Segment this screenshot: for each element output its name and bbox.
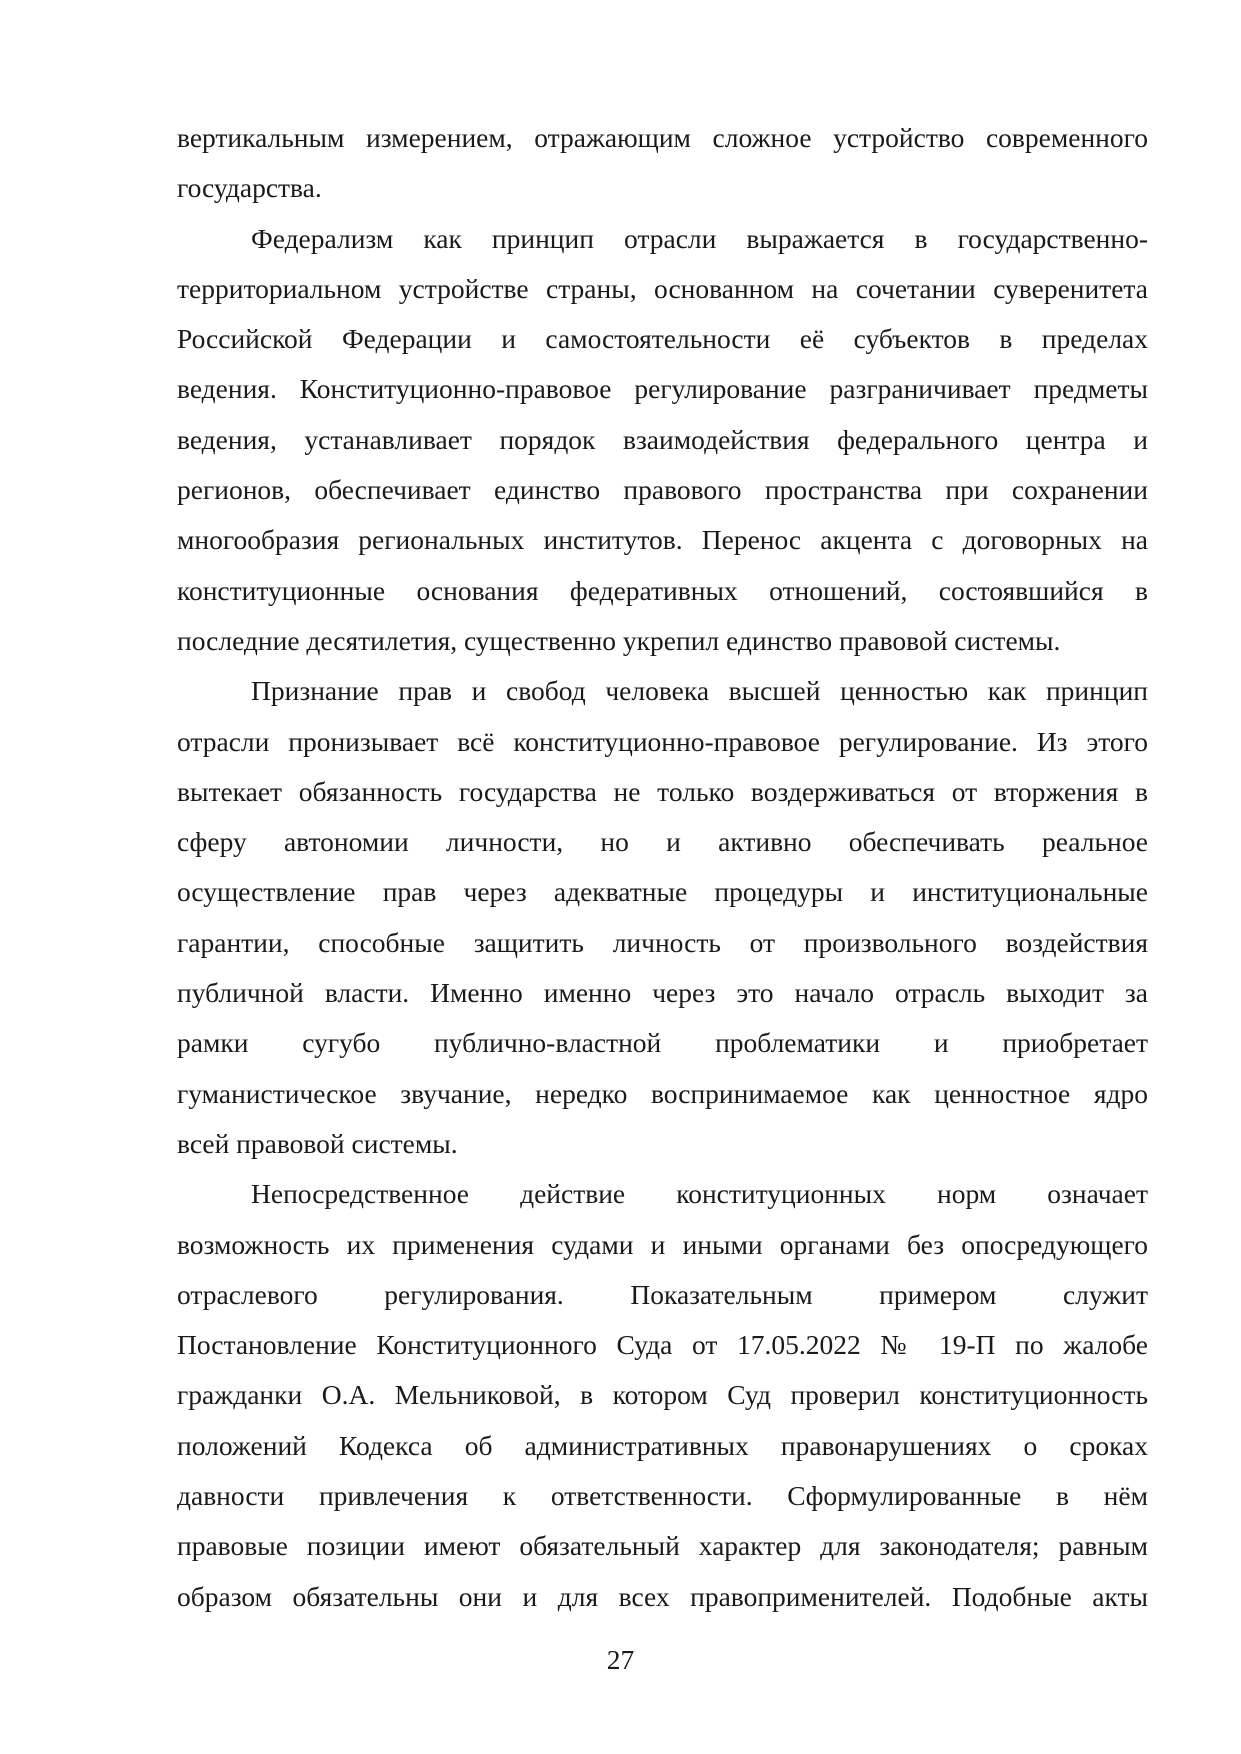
text-line: сферу автономии личности, но и активно обеспечивать реальное <box>177 826 1148 858</box>
text-line: вертикальным измерением, отражающим сложное устройство современного <box>177 122 1148 153</box>
body-text <box>177 113 1148 1622</box>
text-line: Федерализм как принцип отрасли выражается в государственно- <box>251 222 1148 254</box>
text-line: многообразия региональных институтов. Перенос акцента с договорных на <box>177 524 1148 556</box>
text-line: последние десятилетия, существенно укрепил единство правовой системы. <box>177 624 1061 656</box>
text-line: вытекает обязанность государства не только воздерживаться от вторжения в <box>177 775 1148 807</box>
text-line: Признание прав и свобод человека высшей ценностью как принцип <box>251 675 1148 707</box>
text-line: Постановление Конституционного Суда от 17.05.2022 № 19-П по жалобе <box>177 1329 1148 1361</box>
text-line: государства. <box>177 172 322 204</box>
text-line: правовые позиции имеют обязательный характер для законодателя; равным <box>177 1530 1148 1562</box>
text-line: образом обязательны они и для всех правоприменителей. Подобные акты <box>177 1580 1148 1612</box>
text-line: Непосредственное действие конституционных норм означает <box>251 1178 1148 1210</box>
text-line: регионов, обеспечивает единство правового пространства при сохранении <box>177 474 1148 506</box>
text-line: отрасли пронизывает всё конституционно-правовое регулирование. Из этого <box>177 725 1148 757</box>
text-line: отраслевого регулирования. Показательным примером служит <box>177 1278 1148 1310</box>
page-number: 27 <box>606 1644 635 1675</box>
text-line: ведения, устанавливает порядок взаимодействия федерального центра и <box>177 423 1148 455</box>
text-line: давности привлечения к ответственности. Сформулированные в нём <box>177 1480 1148 1512</box>
text-line: конституционные основания федеративных отношений, состоявшийся в <box>177 574 1148 606</box>
text-line: Российской Федерации и самостоятельности её субъектов в пределах <box>177 323 1148 355</box>
text-line: территориальном устройстве страны, основанном на сочетании суверенитета <box>177 272 1148 304</box>
text-line: публичной власти. Именно именно через это начало отрасль выходит за <box>177 977 1148 1009</box>
text-line: положений Кодекса об административных правонарушениях о сроках <box>177 1429 1148 1461</box>
text-line: возможность их применения судами и иными органами без опосредующего <box>177 1228 1148 1260</box>
text-line: гражданки О.А. Мельниковой, в котором Суд проверил конституционность <box>177 1379 1148 1411</box>
text-line: всей правовой системы. <box>177 1127 458 1159</box>
text-line: рамки сугубо публично-властной проблематики и приобретает <box>177 1027 1148 1059</box>
text-line: осуществление прав через адекватные процедуры и институциональные <box>177 876 1148 908</box>
text-line: гуманистическое звучание, нередко воспринимаемое как ценностное ядро <box>177 1077 1148 1109</box>
text-line: ведения. Конституционно-правовое регулирование разграничивает предметы <box>177 373 1148 405</box>
text-line: гарантии, способные защитить личность от произвольного воздействия <box>177 926 1148 958</box>
